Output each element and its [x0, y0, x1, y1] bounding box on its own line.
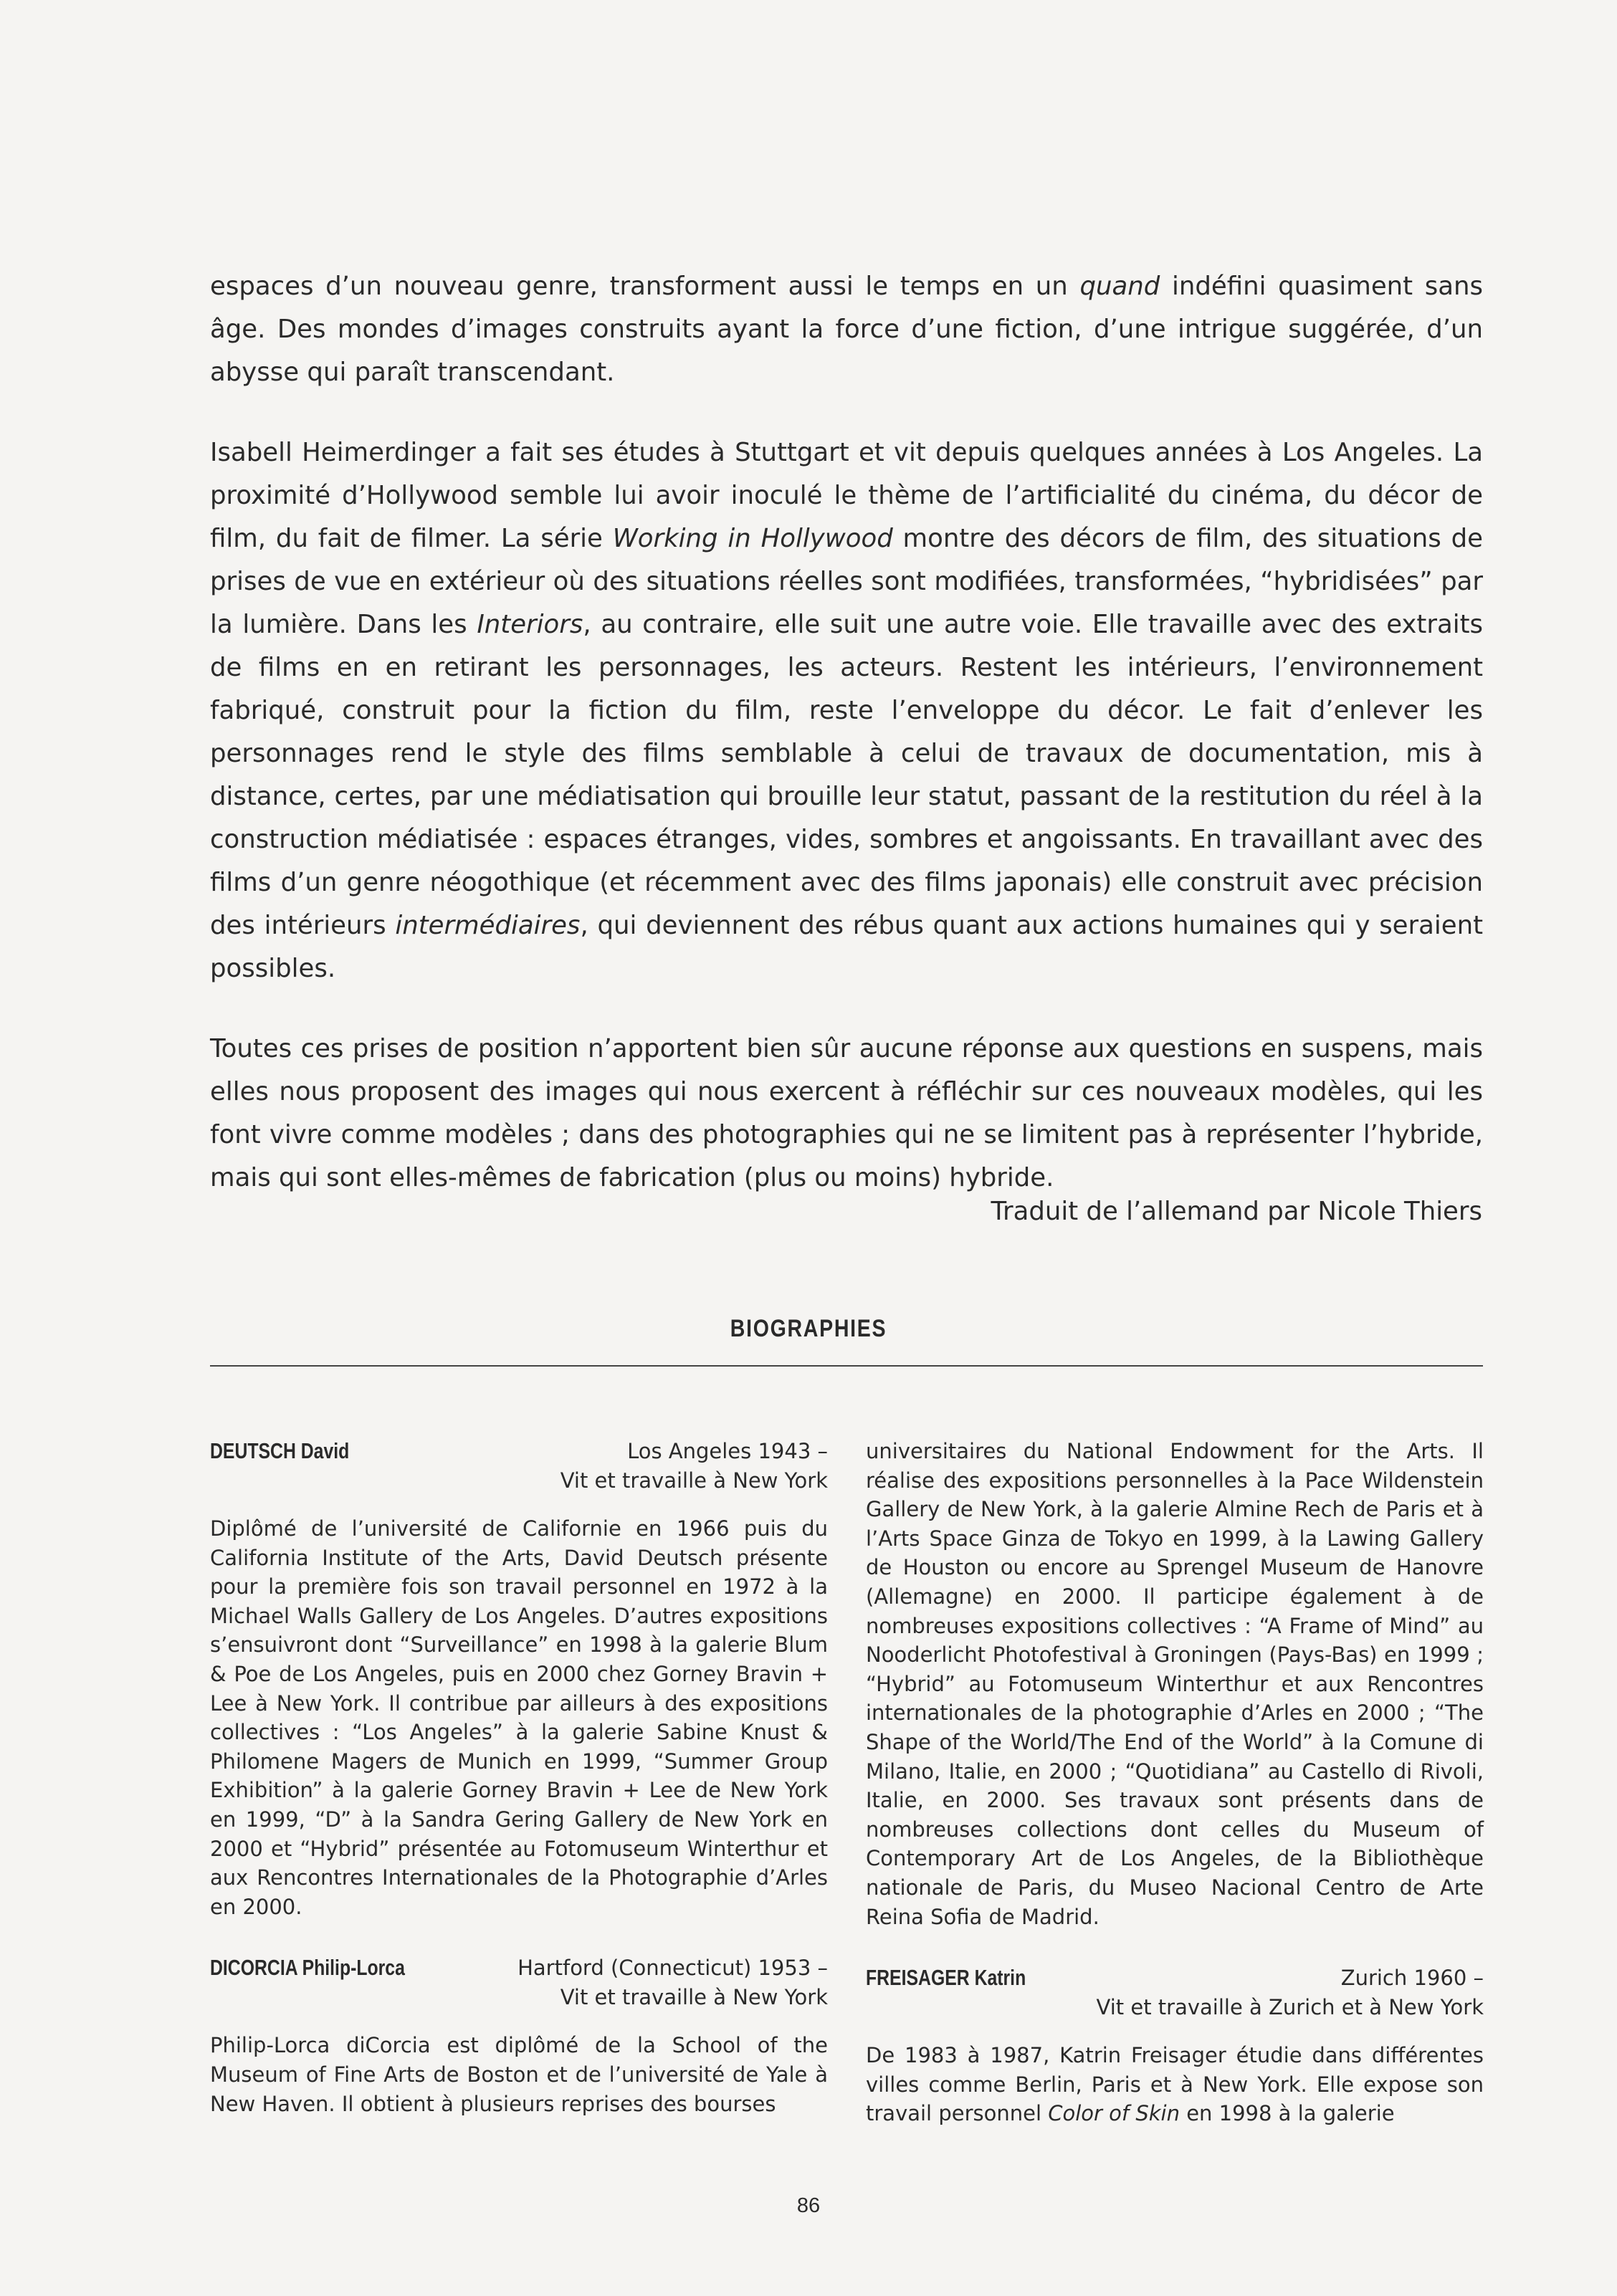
bio-residence: Vit et travaille à Zurich et à New York — [1096, 1994, 1484, 2019]
essay-paragraph-1 — [210, 265, 1483, 394]
text-run: montre des décors de film, des situations de prises de vue en extérieur où des situations réelles sont modifiées, transformées, “hybridisées” par la lumière. Dans les — [210, 524, 1483, 639]
bio-birth-info: Los Angeles 1943 – — [627, 1439, 828, 1463]
page-number: 86 — [796, 2194, 821, 2217]
text-run-italic: quand — [1079, 272, 1160, 301]
biographies-left-column — [210, 1437, 828, 2118]
text-run: Isabell Heimerdinger a fait ses études à Stuttgart et vit depuis quelques années à Los Angeles. La proximité d’Hollywood semble lui avoir inoculé le thème de l’artificialité du cinéma, du décor de film, du fait de filmer. La série — [210, 438, 1483, 553]
bio-spacer — [210, 1921, 828, 1953]
biographies-right-column — [866, 1437, 1484, 2128]
bio-entry-dicorcia — [210, 1953, 828, 2118]
text-run: Diplômé de l’université de Californie en 1966 puis du California Institute of the Arts, David Deutsch présente pour la première fois son travail personnel en 1972 à la Michael Walls Gallery de Los Angeles. D’autres expositions s’ensuivront dont “Surveillance” en 1998 à la galerie Blum & Poe de Los Angeles, puis en 2000 chez Gorney Bravin + Lee à New York. Il contribue par ailleurs à des expositions collectives : “Los Angeles” à la galerie Sabine Knust & Philomene Magers de Munich en 1999, “Summer Group Exhibition” à la galerie Gorney Bravin + Lee de New York en 1999, “D” à la Sandra Gering Gallery de New York en 2000 et “Hybrid” présentée au Fotomuseum Winterthur et aux Rencontres Internationales de la Photographie d’Arles en 2000. — [210, 1516, 828, 1919]
section-divider — [210, 1365, 1483, 1367]
text-run: , au contraire, elle suit une autre voie. Elle travaille avec des extraits de films en en retirant les personnages, les acteurs. Restent les intérieurs, l’environnement fabriqué, construit pour la fiction du film, reste l’enveloppe du décor. Le fait d’enlever les personnages rend le style des films semblable à celui de travaux de documentation, mis à distance, certes, par une médiatisation qui brouille leur statut, passant de la restitution du réel à la construction médiatisée : espaces étranges, vides, sombres et angoissants. En travaillant avec des films d’un genre néogothique (et récemment avec des films japonais) elle construit avec précision des intérieurs — [210, 610, 1483, 940]
essay-paragraph-3 — [210, 1028, 1483, 1200]
text-run: en 1998 à la galerie — [1179, 2101, 1395, 2126]
bio-text — [866, 1437, 1484, 1931]
bio-name: DEUTSCH David — [210, 1438, 350, 1463]
bio-name: FREISAGER Katrin — [866, 1965, 1026, 1991]
bio-text — [210, 1514, 828, 1921]
bio-entry-header — [210, 1953, 828, 2012]
bio-text — [210, 2031, 828, 2118]
bio-entry-header — [866, 1963, 1484, 2022]
bio-name: DICORCIA Philip-Lorca — [210, 1955, 405, 1981]
text-run: indéfini quasiment sans âge. Des mondes d’images construits ayant la force d’une fiction, d’une intrigue suggérée, d’un abysse qui paraît transcendant. — [210, 272, 1484, 387]
text-run: , qui deviennent des rébus quant aux actions humaines qui y seraient possibles. — [210, 911, 1483, 983]
biographies-heading: BIOGRAPHIES — [730, 1315, 887, 1342]
bio-residence: Vit et travaille à New York — [560, 1468, 828, 1493]
bio-continuation-dicorcia — [866, 1437, 1484, 1931]
bio-residence: Vit et travaille à New York — [560, 1984, 828, 2009]
translator-credit: Traduit de l’allemand par Nicole Thiers — [991, 1197, 1482, 1226]
text-run-italic: Working in Hollywood — [612, 524, 893, 553]
text-run-italic: Interiors — [477, 610, 583, 639]
text-run: espaces d’un nouveau genre, transforment aussi le temps en un — [210, 272, 1080, 301]
essay-paragraph-2 — [210, 431, 1483, 990]
text-run: universitaires du National Endowment for the Arts. Il réalise des expositions personnelles à la Pace Wildenstein Gallery de New York, à la galerie Almine Rech de Paris et à l’Arts Space Ginza de Tokyo en 1999, à la Lawing Gallery de Houston ou encore au Sprengel Museum de Hanovre (Allemagne) en 2000. Il participe également à de nombreuses expositions collectives : “A Frame of Mind” au Nooderlicht Photofestival à Groningen (Pays-Bas) en 1999 ; “Hybrid” au Fotomuseum Winterthur et aux Rencontres internationales de la photographie d’Arles en 2000 ; “The Shape of the World/The End of the World” à la Comune di Milano, Italie, en 2000 ; “Quotidiana” au Castello di Rivoli, Italie, en 2000. Ses travaux sont présents dans de nombreuses collections dont celles du Museum of Contemporary Art de Los Angeles, de la Bibliothèque nationale de Paris, du Museo Nacional Centro de Arte Reina Sofia de Madrid. — [866, 1439, 1484, 1929]
text-run-italic: Color of Skin — [1048, 2101, 1180, 2126]
essay-text — [210, 265, 1483, 1200]
bio-spacer — [866, 1931, 1484, 1963]
bio-entry-deutsch — [210, 1437, 828, 1921]
text-run: Philip-Lorca diCorcia est diplômé de la School of the Museum of Fine Arts de Boston et de l’université de Yale à New Haven. Il obtient à plusieurs reprises des bourses — [210, 2033, 828, 2116]
bio-birth-info: Zurich 1960 – — [1340, 1966, 1484, 1991]
bio-entry-freisager — [866, 1963, 1484, 2128]
text-run: De 1983 à 1987, Katrin Freisager étudie dans différentes villes comme Berlin, Paris et à New York. Elle expose son travail personnel — [866, 2043, 1484, 2126]
bio-birth-info: Hartford (Connecticut) 1953 – — [517, 1956, 828, 1981]
bio-text — [866, 2041, 1484, 2128]
text-run: Toutes ces prises de position n’apportent bien sûr aucune réponse aux questions en suspens, mais elles nous proposent des images qui nous exercent à réfléchir sur ces nouveaux modèles, qui les font vivre comme modèles ; dans des photographies qui ne se limitent pas à représenter l’hybride, mais qui sont elles-mêmes de fabrication (plus ou moins) hybride. — [210, 1034, 1483, 1192]
bio-entry-header — [210, 1437, 828, 1495]
text-run-italic: intermédiaires — [395, 911, 581, 940]
